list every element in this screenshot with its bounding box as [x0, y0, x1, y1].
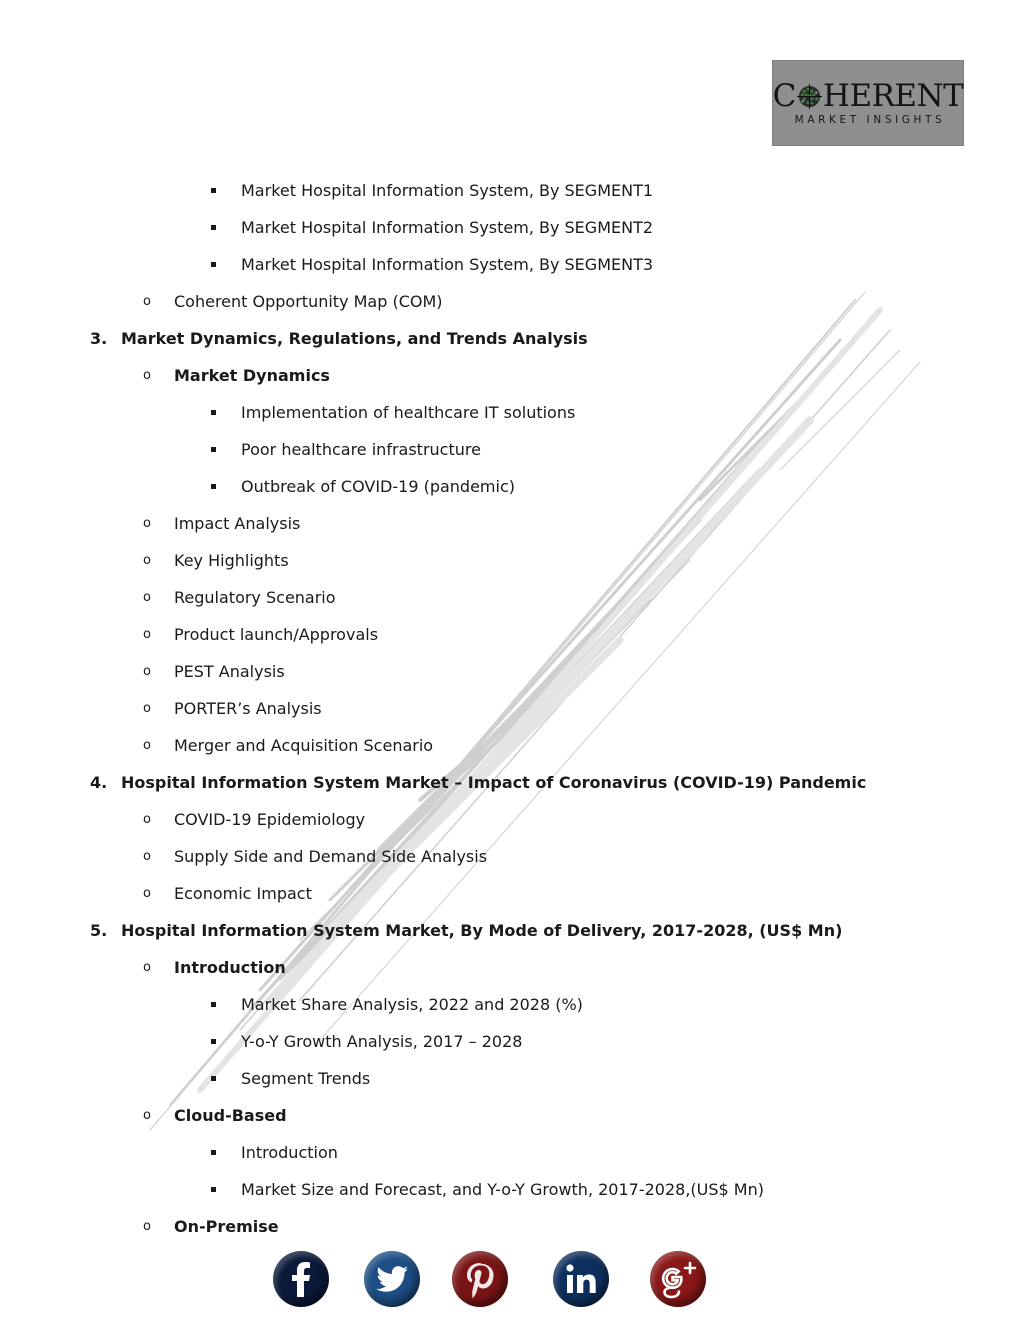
toc-item-label: Supply Side and Demand Side Analysis: [174, 847, 488, 866]
toc-item: [0, 542, 1024, 579]
circle-bullet-icon: o: [143, 368, 151, 383]
toc-item: [0, 172, 1024, 209]
square-bullet-icon: [211, 1023, 216, 1060]
toc-item-label: Market Hospital Information System, By SEGMENT1: [241, 181, 654, 200]
toc-item: [0, 912, 1024, 949]
globe-icon: [797, 84, 822, 109]
toc-item: [0, 431, 1024, 468]
circle-bullet-icon: o: [143, 1108, 151, 1123]
circle-bullet-icon: o: [143, 886, 151, 901]
google-plus-button[interactable]: [650, 1251, 706, 1307]
toc-item-label: Market Hospital Information System, By SEGMENT2: [241, 218, 654, 237]
toc-item-label: Introduction: [174, 958, 286, 977]
toc-item-label: PORTER’s Analysis: [174, 699, 322, 718]
square-bullet-icon: [211, 209, 216, 246]
square-bullet-icon: [211, 431, 216, 468]
square-bullet-icon: [211, 1134, 216, 1171]
toc-item-label: Poor healthcare infrastructure: [241, 440, 481, 459]
section-heading: Market Dynamics, Regulations, and Trends Analysis: [121, 329, 588, 348]
square-bullet-icon: [211, 246, 216, 283]
toc-item-label: Introduction: [241, 1143, 338, 1162]
toc-item-label: Market Hospital Information System, By SEGMENT3: [241, 255, 654, 274]
google-plus-icon: [650, 1251, 706, 1307]
square-bullet-icon: [211, 394, 216, 431]
toc-item: [0, 1208, 1024, 1245]
toc-item: [0, 838, 1024, 875]
toc-item-label: Impact Analysis: [174, 514, 301, 533]
toc-item: [0, 653, 1024, 690]
toc-item: [0, 320, 1024, 357]
section-number: 5.: [90, 921, 108, 940]
logo-tagline: MARKET INSIGHTS: [794, 114, 946, 126]
toc-item: [0, 1023, 1024, 1060]
facebook-button[interactable]: [273, 1251, 329, 1307]
toc-item-label: Cloud-Based: [174, 1106, 287, 1125]
twitter-button[interactable]: [364, 1251, 420, 1307]
logo-letter-c: C: [772, 78, 796, 114]
toc-item: [0, 505, 1024, 542]
linkedin-icon: [553, 1251, 609, 1307]
toc-item: [0, 727, 1024, 764]
toc-item-label: Segment Trends: [241, 1069, 371, 1088]
circle-bullet-icon: o: [143, 294, 151, 309]
circle-bullet-icon: o: [143, 701, 151, 716]
toc-item: [0, 1134, 1024, 1171]
square-bullet-icon: [211, 172, 216, 209]
circle-bullet-icon: o: [143, 627, 151, 642]
circle-bullet-icon: o: [143, 1219, 151, 1234]
square-bullet-icon: [211, 986, 216, 1023]
toc-item: [0, 357, 1024, 394]
pinterest-icon: [452, 1251, 508, 1307]
toc-item: [0, 246, 1024, 283]
logo-wordmark: [773, 80, 964, 112]
section-number: 3.: [90, 329, 108, 348]
circle-bullet-icon: o: [143, 738, 151, 753]
twitter-icon: [364, 1251, 420, 1307]
toc-item: [0, 283, 1024, 320]
toc-item-label: Implementation of healthcare IT solutions: [241, 403, 576, 422]
toc-item: [0, 468, 1024, 505]
toc-item: [0, 986, 1024, 1023]
toc-item-label: Economic Impact: [174, 884, 312, 903]
square-bullet-icon: [211, 1171, 216, 1208]
circle-bullet-icon: o: [143, 516, 151, 531]
toc-item-label: COVID-19 Epidemiology: [174, 810, 366, 829]
toc-item: [0, 875, 1024, 912]
toc-item: [0, 1171, 1024, 1208]
toc-item-label: Regulatory Scenario: [174, 588, 336, 607]
toc-item-label: Market Share Analysis, 2022 and 2028 (%): [241, 995, 583, 1014]
toc-item: [0, 1097, 1024, 1134]
toc-item: [0, 394, 1024, 431]
toc-item-label: On-Premise: [174, 1217, 279, 1236]
toc-item: [0, 949, 1024, 986]
toc-item-label: Market Size and Forecast, and Y-o-Y Growth, 2017-2028,(US$ Mn): [241, 1180, 764, 1199]
circle-bullet-icon: o: [143, 812, 151, 827]
circle-bullet-icon: o: [143, 590, 151, 605]
circle-bullet-icon: o: [143, 960, 151, 975]
toc-item-label: Outbreak of COVID-19 (pandemic): [241, 477, 515, 496]
section-number: 4.: [90, 773, 108, 792]
circle-bullet-icon: o: [143, 664, 151, 679]
toc-item: [0, 690, 1024, 727]
toc-item-label: Market Dynamics: [174, 366, 330, 385]
section-heading: Hospital Information System Market – Impact of Coronavirus (COVID-19) Pandemic: [121, 773, 867, 792]
facebook-icon: [273, 1251, 329, 1307]
table-of-contents: [0, 172, 1024, 1245]
toc-item-label: Coherent Opportunity Map (COM): [174, 292, 443, 311]
linkedin-button[interactable]: [553, 1251, 609, 1307]
toc-item: [0, 616, 1024, 653]
toc-item-label: Y-o-Y Growth Analysis, 2017 – 2028: [241, 1032, 523, 1051]
toc-item-label: PEST Analysis: [174, 662, 285, 681]
logo-letters-herent: HERENT: [822, 78, 964, 114]
toc-item: [0, 801, 1024, 838]
toc-item-label: Key Highlights: [174, 551, 289, 570]
circle-bullet-icon: o: [143, 553, 151, 568]
toc-item-label: Product launch/Approvals: [174, 625, 379, 644]
toc-item: [0, 579, 1024, 616]
company-logo: [772, 60, 964, 146]
square-bullet-icon: [211, 468, 216, 505]
pinterest-button[interactable]: [452, 1251, 508, 1307]
toc-item: [0, 764, 1024, 801]
square-bullet-icon: [211, 1060, 216, 1097]
circle-bullet-icon: o: [143, 849, 151, 864]
toc-item-label: Merger and Acquisition Scenario: [174, 736, 434, 755]
toc-item: [0, 209, 1024, 246]
toc-item: [0, 1060, 1024, 1097]
section-heading: Hospital Information System Market, By Mode of Delivery, 2017-2028, (US$ Mn): [121, 921, 843, 940]
